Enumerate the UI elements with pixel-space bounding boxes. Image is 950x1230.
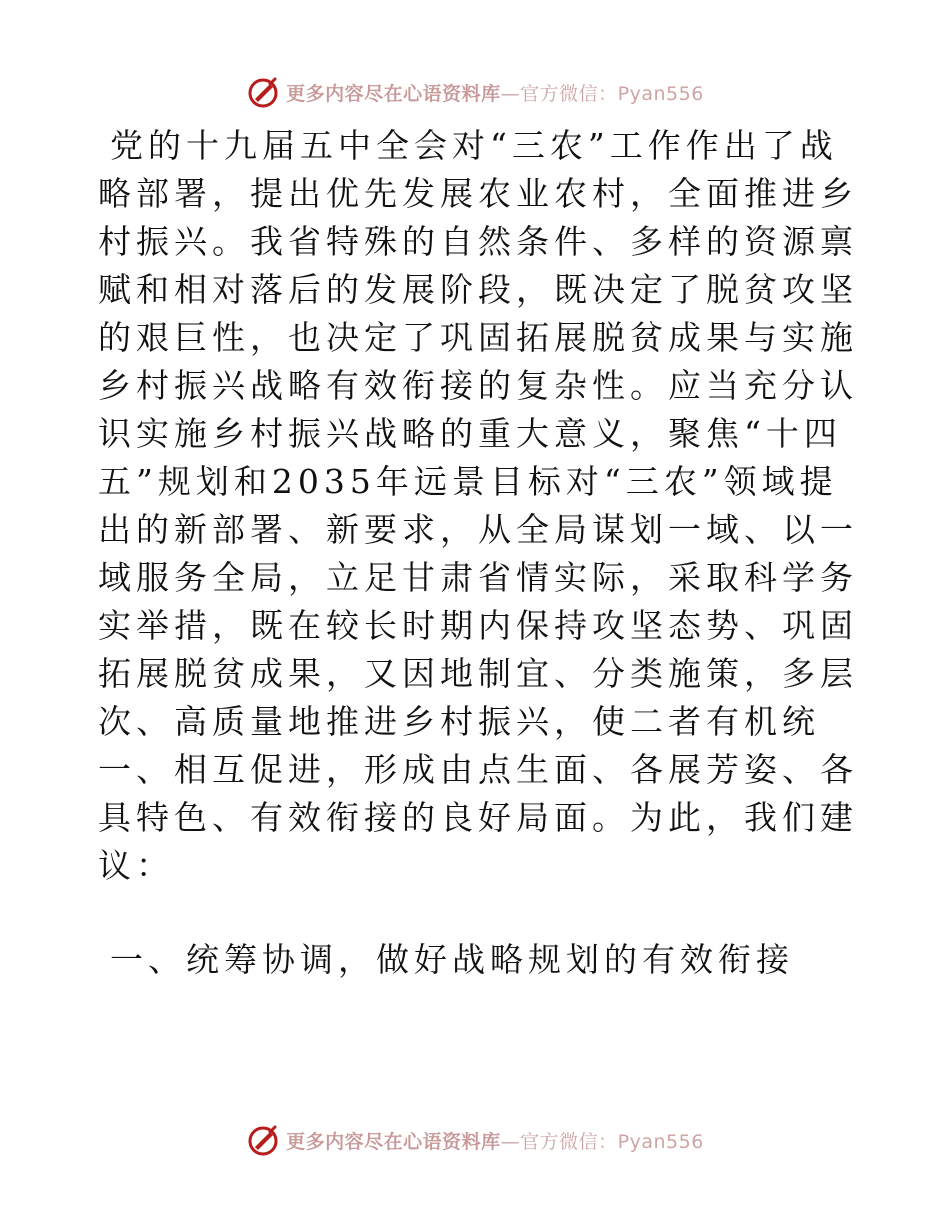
header-watermark <box>0 72 950 112</box>
watermark-text <box>286 1127 704 1154</box>
section-heading: 一、统筹协调，做好战略规划的有效衔接 <box>110 940 794 979</box>
watermark-account: 官方微信：Pyan556 <box>520 82 704 105</box>
watermark-main: 更多内容尽在心语资料库 <box>286 1130 501 1153</box>
footer-watermark <box>0 1120 950 1160</box>
watermark-main: 更多内容尽在心语资料库 <box>286 82 501 105</box>
logo-icon <box>246 1123 280 1157</box>
watermark-text <box>286 79 704 106</box>
watermark-separator: — <box>500 1130 521 1153</box>
watermark-separator: — <box>500 82 521 105</box>
watermark-account: 官方微信：Pyan556 <box>520 1130 704 1153</box>
body-paragraph: 党的十九届五中全会对“三农”工作作出了战略部署，提出优先发展农业农村，全面推进乡村振兴。我省特殊的自然条件、多样的资源禀赋和相对落后的发展阶段，既决定了脱贫攻坚的艰巨性，也决定了巩固拓展脱贫成果与实施乡村振兴战略有效衔接的复杂性。应当充分认识实施乡村振兴战略的重大意义，聚焦“十四五”规划和2035年远景目标对“三农”领域提出的新部署、新要求，从全局谋划一域、以一域服务全局，立足甘肃省情实际，采取科学务实举措，既在较长时期内保持攻坚态势、巩固拓展脱贫成果，又因地制宜、分类施策，多层次、高质量地推进乡村振兴，使二者有机统一、相互促进，形成由点生面、各展芳姿、各具特色、有效衔接的良好局面。为此，我们建议： <box>98 126 858 885</box>
logo-icon <box>246 75 280 109</box>
document-body <box>98 122 858 984</box>
